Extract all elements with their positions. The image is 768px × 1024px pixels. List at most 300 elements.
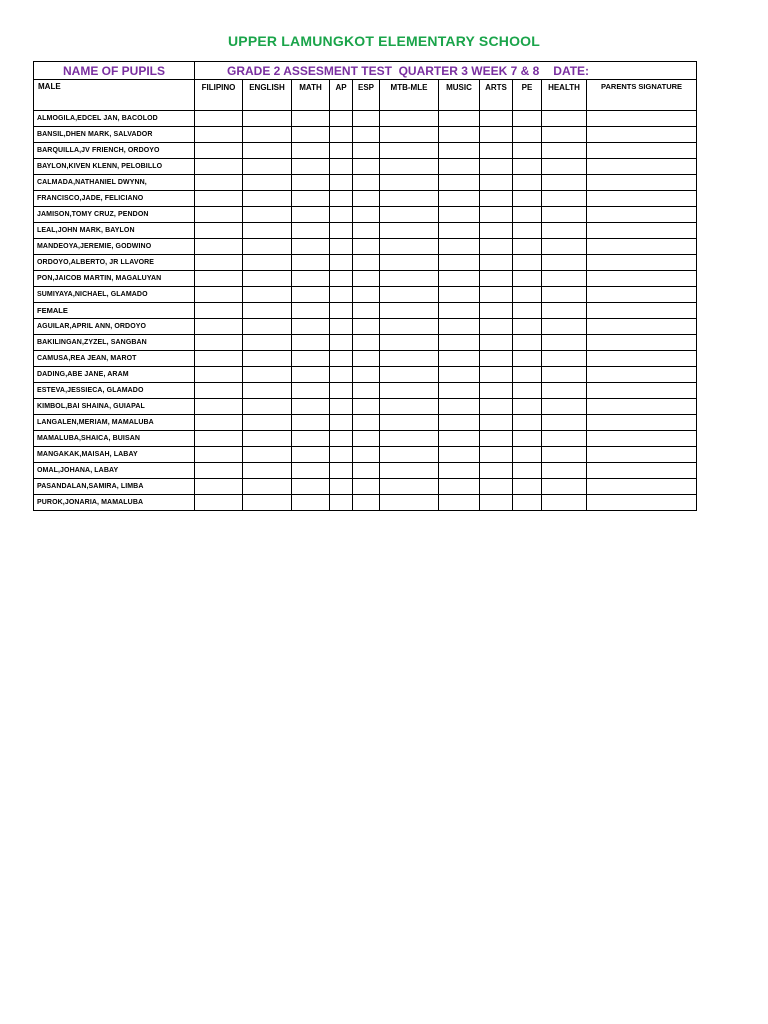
score-cell[interactable] <box>380 239 439 255</box>
score-cell[interactable] <box>513 255 542 271</box>
score-cell[interactable] <box>292 223 330 239</box>
score-cell[interactable] <box>380 495 439 511</box>
pupil-name: PUROK,JONARIA, MAMALUBA <box>34 495 195 511</box>
score-cell[interactable] <box>480 319 513 335</box>
score-cell[interactable] <box>330 143 353 159</box>
score-cell[interactable] <box>330 383 353 399</box>
score-cell[interactable] <box>513 207 542 223</box>
score-cell[interactable] <box>480 431 513 447</box>
title-row <box>34 62 697 80</box>
score-cell[interactable] <box>292 399 330 415</box>
score-cell[interactable] <box>439 143 480 159</box>
score-cell[interactable] <box>243 111 292 127</box>
score-cell[interactable] <box>292 447 330 463</box>
score-cell[interactable] <box>439 495 480 511</box>
pupil-row <box>34 111 697 127</box>
score-cell[interactable] <box>380 207 439 223</box>
score-cell[interactable] <box>195 335 243 351</box>
score-cell[interactable] <box>292 463 330 479</box>
score-cell[interactable] <box>439 415 480 431</box>
score-cell[interactable] <box>292 367 330 383</box>
score-cell[interactable] <box>513 463 542 479</box>
score-cell[interactable] <box>480 447 513 463</box>
score-cell[interactable] <box>292 479 330 495</box>
score-cell[interactable] <box>195 223 243 239</box>
signature-cell[interactable] <box>587 127 697 143</box>
score-cell[interactable] <box>480 111 513 127</box>
score-cell[interactable] <box>292 335 330 351</box>
score-cell[interactable] <box>513 271 542 287</box>
score-cell[interactable] <box>380 191 439 207</box>
score-cell[interactable] <box>480 175 513 191</box>
score-cell[interactable] <box>542 415 587 431</box>
score-cell[interactable] <box>513 319 542 335</box>
score-cell[interactable] <box>380 415 439 431</box>
score-cell[interactable] <box>380 447 439 463</box>
score-cell[interactable] <box>513 287 542 303</box>
signature-cell[interactable] <box>587 479 697 495</box>
score-cell[interactable] <box>195 287 243 303</box>
signature-cell[interactable] <box>587 159 697 175</box>
signature-cell[interactable] <box>587 399 697 415</box>
score-cell[interactable] <box>439 127 480 143</box>
score-cell[interactable] <box>353 351 380 367</box>
score-cell[interactable] <box>353 319 380 335</box>
score-cell[interactable] <box>243 143 292 159</box>
score-cell[interactable] <box>439 335 480 351</box>
score-cell[interactable] <box>195 383 243 399</box>
score-cell[interactable] <box>542 287 587 303</box>
score-cell[interactable] <box>439 479 480 495</box>
score-cell[interactable] <box>353 143 380 159</box>
signature-cell[interactable] <box>587 287 697 303</box>
score-cell[interactable] <box>480 207 513 223</box>
school-title: UPPER LAMUNGKOT ELEMENTARY SCHOOL <box>227 33 541 49</box>
score-cell[interactable] <box>353 111 380 127</box>
score-cell[interactable] <box>195 431 243 447</box>
score-cell[interactable] <box>480 143 513 159</box>
score-cell[interactable] <box>195 271 243 287</box>
signature-cell[interactable] <box>587 191 697 207</box>
blank-cell <box>513 303 542 319</box>
score-cell[interactable] <box>353 415 380 431</box>
score-cell[interactable] <box>513 239 542 255</box>
score-cell[interactable] <box>542 239 587 255</box>
blank-cell <box>439 303 480 319</box>
score-cell[interactable] <box>439 111 480 127</box>
score-cell[interactable] <box>480 415 513 431</box>
score-cell[interactable] <box>195 479 243 495</box>
score-cell[interactable] <box>542 159 587 175</box>
score-cell[interactable] <box>439 239 480 255</box>
score-cell[interactable] <box>513 143 542 159</box>
score-cell[interactable] <box>353 447 380 463</box>
score-cell[interactable] <box>195 255 243 271</box>
score-cell[interactable] <box>330 207 353 223</box>
score-cell[interactable] <box>513 159 542 175</box>
score-cell[interactable] <box>380 399 439 415</box>
score-cell[interactable] <box>353 271 380 287</box>
score-cell[interactable] <box>513 367 542 383</box>
column-pe: PE <box>513 80 542 111</box>
score-cell[interactable] <box>542 367 587 383</box>
score-cell[interactable] <box>330 111 353 127</box>
score-cell[interactable] <box>380 223 439 239</box>
score-cell[interactable] <box>330 367 353 383</box>
score-cell[interactable] <box>353 479 380 495</box>
signature-cell[interactable] <box>587 271 697 287</box>
score-cell[interactable] <box>195 351 243 367</box>
score-cell[interactable] <box>243 495 292 511</box>
score-cell[interactable] <box>243 175 292 191</box>
score-cell[interactable] <box>513 415 542 431</box>
score-cell[interactable] <box>243 351 292 367</box>
score-cell[interactable] <box>353 159 380 175</box>
signature-cell[interactable] <box>587 239 697 255</box>
score-cell[interactable] <box>243 335 292 351</box>
score-cell[interactable] <box>195 447 243 463</box>
score-cell[interactable] <box>439 383 480 399</box>
score-cell[interactable] <box>480 399 513 415</box>
score-cell[interactable] <box>353 255 380 271</box>
score-cell[interactable] <box>380 463 439 479</box>
score-cell[interactable] <box>542 111 587 127</box>
score-cell[interactable] <box>439 159 480 175</box>
score-cell[interactable] <box>292 495 330 511</box>
score-cell[interactable] <box>353 191 380 207</box>
pupil-row <box>34 271 697 287</box>
pupil-name: MANDEOYA,JEREMIE, GODWINO <box>34 239 195 255</box>
pupil-row <box>34 415 697 431</box>
score-cell[interactable] <box>330 159 353 175</box>
score-cell[interactable] <box>439 463 480 479</box>
score-cell[interactable] <box>380 271 439 287</box>
score-cell[interactable] <box>513 495 542 511</box>
score-cell[interactable] <box>542 191 587 207</box>
score-cell[interactable] <box>513 447 542 463</box>
score-cell[interactable] <box>330 239 353 255</box>
score-cell[interactable] <box>439 175 480 191</box>
score-cell[interactable] <box>380 335 439 351</box>
score-cell[interactable] <box>195 207 243 223</box>
score-cell[interactable] <box>292 191 330 207</box>
pupil-row <box>34 191 697 207</box>
score-cell[interactable] <box>330 271 353 287</box>
score-cell[interactable] <box>243 271 292 287</box>
score-cell[interactable] <box>542 399 587 415</box>
signature-cell[interactable] <box>587 367 697 383</box>
signature-cell[interactable] <box>587 383 697 399</box>
score-cell[interactable] <box>480 239 513 255</box>
score-cell[interactable] <box>353 207 380 223</box>
score-cell[interactable] <box>292 255 330 271</box>
score-cell[interactable] <box>380 319 439 335</box>
score-cell[interactable] <box>542 207 587 223</box>
score-cell[interactable] <box>542 351 587 367</box>
score-cell[interactable] <box>195 159 243 175</box>
pupil-name: KIMBOL,BAI SHAINA, GUIAPAL <box>34 399 195 415</box>
blank-cell <box>353 303 380 319</box>
score-cell[interactable] <box>513 111 542 127</box>
score-cell[interactable] <box>330 335 353 351</box>
score-cell[interactable] <box>243 207 292 223</box>
score-cell[interactable] <box>243 159 292 175</box>
score-cell[interactable] <box>353 367 380 383</box>
score-cell[interactable] <box>380 111 439 127</box>
signature-cell[interactable] <box>587 447 697 463</box>
score-cell[interactable] <box>542 447 587 463</box>
score-cell[interactable] <box>330 175 353 191</box>
score-cell[interactable] <box>243 415 292 431</box>
score-cell[interactable] <box>292 351 330 367</box>
signature-cell[interactable] <box>587 415 697 431</box>
score-cell[interactable] <box>330 127 353 143</box>
score-cell[interactable] <box>243 319 292 335</box>
pupil-name: LANGALEN,MERIAM, MAMALUBA <box>34 415 195 431</box>
score-cell[interactable] <box>542 335 587 351</box>
signature-cell[interactable] <box>587 431 697 447</box>
score-cell[interactable] <box>542 127 587 143</box>
score-cell[interactable] <box>330 447 353 463</box>
score-cell[interactable] <box>542 383 587 399</box>
score-cell[interactable] <box>353 399 380 415</box>
column-arts: ARTS <box>480 80 513 111</box>
score-cell[interactable] <box>380 287 439 303</box>
score-cell[interactable] <box>353 239 380 255</box>
column-english: ENGLISH <box>243 80 292 111</box>
score-cell[interactable] <box>330 415 353 431</box>
signature-cell[interactable] <box>587 143 697 159</box>
score-cell[interactable] <box>439 255 480 271</box>
pupil-name: BANSIL,DHEN MARK, SALVADOR <box>34 127 195 143</box>
score-cell[interactable] <box>542 463 587 479</box>
score-cell[interactable] <box>330 287 353 303</box>
score-cell[interactable] <box>353 175 380 191</box>
signature-cell[interactable] <box>587 351 697 367</box>
score-cell[interactable] <box>513 351 542 367</box>
score-cell[interactable] <box>292 207 330 223</box>
score-cell[interactable] <box>292 159 330 175</box>
score-cell[interactable] <box>195 191 243 207</box>
column-filipino: FILIPINO <box>195 80 243 111</box>
score-cell[interactable] <box>480 159 513 175</box>
score-cell[interactable] <box>330 255 353 271</box>
column-health: HEALTH <box>542 80 587 111</box>
score-cell[interactable] <box>292 239 330 255</box>
pupil-name: BAKILINGAN,ZYZEL, SANGBAN <box>34 335 195 351</box>
score-cell[interactable] <box>195 239 243 255</box>
score-cell[interactable] <box>513 431 542 447</box>
score-cell[interactable] <box>439 207 480 223</box>
score-cell[interactable] <box>292 175 330 191</box>
score-cell[interactable] <box>480 127 513 143</box>
score-cell[interactable] <box>480 255 513 271</box>
score-cell[interactable] <box>380 479 439 495</box>
score-cell[interactable] <box>243 223 292 239</box>
pupil-name: PASANDALAN,SAMIRA, LIMBA <box>34 479 195 495</box>
pupil-name: AGUILAR,APRIL ANN, ORDOYO <box>34 319 195 335</box>
score-cell[interactable] <box>439 367 480 383</box>
score-cell[interactable] <box>292 111 330 127</box>
score-cell[interactable] <box>330 463 353 479</box>
score-cell[interactable] <box>330 319 353 335</box>
score-cell[interactable] <box>292 287 330 303</box>
score-cell[interactable] <box>480 383 513 399</box>
score-cell[interactable] <box>542 223 587 239</box>
score-cell[interactable] <box>439 191 480 207</box>
score-cell[interactable] <box>243 447 292 463</box>
score-cell[interactable] <box>542 143 587 159</box>
score-cell[interactable] <box>292 319 330 335</box>
pupil-row <box>34 207 697 223</box>
score-cell[interactable] <box>542 495 587 511</box>
score-cell[interactable] <box>513 175 542 191</box>
score-cell[interactable] <box>195 495 243 511</box>
signature-cell[interactable] <box>587 463 697 479</box>
column-esp: ESP <box>353 80 380 111</box>
score-cell[interactable] <box>439 399 480 415</box>
signature-cell[interactable] <box>587 495 697 511</box>
score-cell[interactable] <box>513 383 542 399</box>
score-cell[interactable] <box>480 479 513 495</box>
score-cell[interactable] <box>380 431 439 447</box>
signature-cell[interactable] <box>587 175 697 191</box>
score-cell[interactable] <box>380 175 439 191</box>
pupil-row <box>34 143 697 159</box>
score-cell[interactable] <box>439 223 480 239</box>
score-cell[interactable] <box>195 175 243 191</box>
score-cell[interactable] <box>513 479 542 495</box>
male-group-label: MALE <box>34 80 195 111</box>
score-cell[interactable] <box>439 271 480 287</box>
score-cell[interactable] <box>243 191 292 207</box>
score-cell[interactable] <box>243 287 292 303</box>
score-cell[interactable] <box>353 127 380 143</box>
score-cell[interactable] <box>380 255 439 271</box>
score-cell[interactable] <box>195 399 243 415</box>
pupil-row <box>34 431 697 447</box>
score-cell[interactable] <box>480 191 513 207</box>
pupil-row <box>34 383 697 399</box>
score-cell[interactable] <box>480 367 513 383</box>
score-cell[interactable] <box>353 431 380 447</box>
pupil-row <box>34 479 697 495</box>
score-cell[interactable] <box>439 287 480 303</box>
score-cell[interactable] <box>480 271 513 287</box>
score-cell[interactable] <box>480 223 513 239</box>
score-cell[interactable] <box>330 223 353 239</box>
score-cell[interactable] <box>542 319 587 335</box>
score-cell[interactable] <box>353 287 380 303</box>
score-cell[interactable] <box>243 399 292 415</box>
pupil-row <box>34 463 697 479</box>
pupil-name: DADING,ABE JANE, ARAM <box>34 367 195 383</box>
score-cell[interactable] <box>292 127 330 143</box>
score-cell[interactable] <box>292 143 330 159</box>
score-cell[interactable] <box>439 447 480 463</box>
score-cell[interactable] <box>380 143 439 159</box>
score-cell[interactable] <box>542 175 587 191</box>
score-cell[interactable] <box>243 479 292 495</box>
score-cell[interactable] <box>243 463 292 479</box>
score-cell[interactable] <box>513 399 542 415</box>
score-cell[interactable] <box>292 383 330 399</box>
score-cell[interactable] <box>480 351 513 367</box>
score-cell[interactable] <box>353 463 380 479</box>
score-cell[interactable] <box>195 367 243 383</box>
score-cell[interactable] <box>513 191 542 207</box>
score-cell[interactable] <box>330 431 353 447</box>
signature-cell[interactable] <box>587 319 697 335</box>
score-cell[interactable] <box>330 495 353 511</box>
signature-cell[interactable] <box>587 111 697 127</box>
score-cell[interactable] <box>380 367 439 383</box>
score-cell[interactable] <box>542 431 587 447</box>
score-cell[interactable] <box>353 335 380 351</box>
score-cell[interactable] <box>195 319 243 335</box>
score-cell[interactable] <box>195 143 243 159</box>
score-cell[interactable] <box>380 127 439 143</box>
pupil-name: MANGAKAK,MAISAH, LABAY <box>34 447 195 463</box>
signature-cell[interactable] <box>587 255 697 271</box>
score-cell[interactable] <box>330 479 353 495</box>
score-cell[interactable] <box>330 351 353 367</box>
signature-cell[interactable] <box>587 335 697 351</box>
signature-cell[interactable] <box>587 223 697 239</box>
score-cell[interactable] <box>439 431 480 447</box>
score-cell[interactable] <box>439 351 480 367</box>
score-cell[interactable] <box>195 415 243 431</box>
score-cell[interactable] <box>480 463 513 479</box>
score-cell[interactable] <box>353 383 380 399</box>
score-cell[interactable] <box>195 127 243 143</box>
score-cell[interactable] <box>292 271 330 287</box>
score-cell[interactable] <box>292 431 330 447</box>
signature-cell[interactable] <box>587 207 697 223</box>
score-cell[interactable] <box>542 271 587 287</box>
score-cell[interactable] <box>292 415 330 431</box>
score-cell[interactable] <box>380 351 439 367</box>
score-cell[interactable] <box>353 223 380 239</box>
score-cell[interactable] <box>439 319 480 335</box>
score-cell[interactable] <box>243 239 292 255</box>
score-cell[interactable] <box>243 367 292 383</box>
score-cell[interactable] <box>513 127 542 143</box>
pupil-name: OMAL,JOHANA, LABAY <box>34 463 195 479</box>
column-parents-signature: PARENTS SIGNATURE <box>587 80 697 111</box>
score-cell[interactable] <box>243 127 292 143</box>
score-cell[interactable] <box>195 463 243 479</box>
score-cell[interactable] <box>243 383 292 399</box>
score-cell[interactable] <box>380 159 439 175</box>
score-cell[interactable] <box>513 223 542 239</box>
blank-cell <box>292 303 330 319</box>
score-cell[interactable] <box>243 255 292 271</box>
score-cell[interactable] <box>353 495 380 511</box>
score-cell[interactable] <box>480 335 513 351</box>
score-cell[interactable] <box>380 383 439 399</box>
score-cell[interactable] <box>542 479 587 495</box>
score-cell[interactable] <box>330 191 353 207</box>
score-cell[interactable] <box>542 255 587 271</box>
pupil-row <box>34 255 697 271</box>
score-cell[interactable] <box>480 287 513 303</box>
score-cell[interactable] <box>513 335 542 351</box>
score-cell[interactable] <box>195 111 243 127</box>
score-cell[interactable] <box>243 431 292 447</box>
score-cell[interactable] <box>330 399 353 415</box>
score-cell[interactable] <box>480 495 513 511</box>
